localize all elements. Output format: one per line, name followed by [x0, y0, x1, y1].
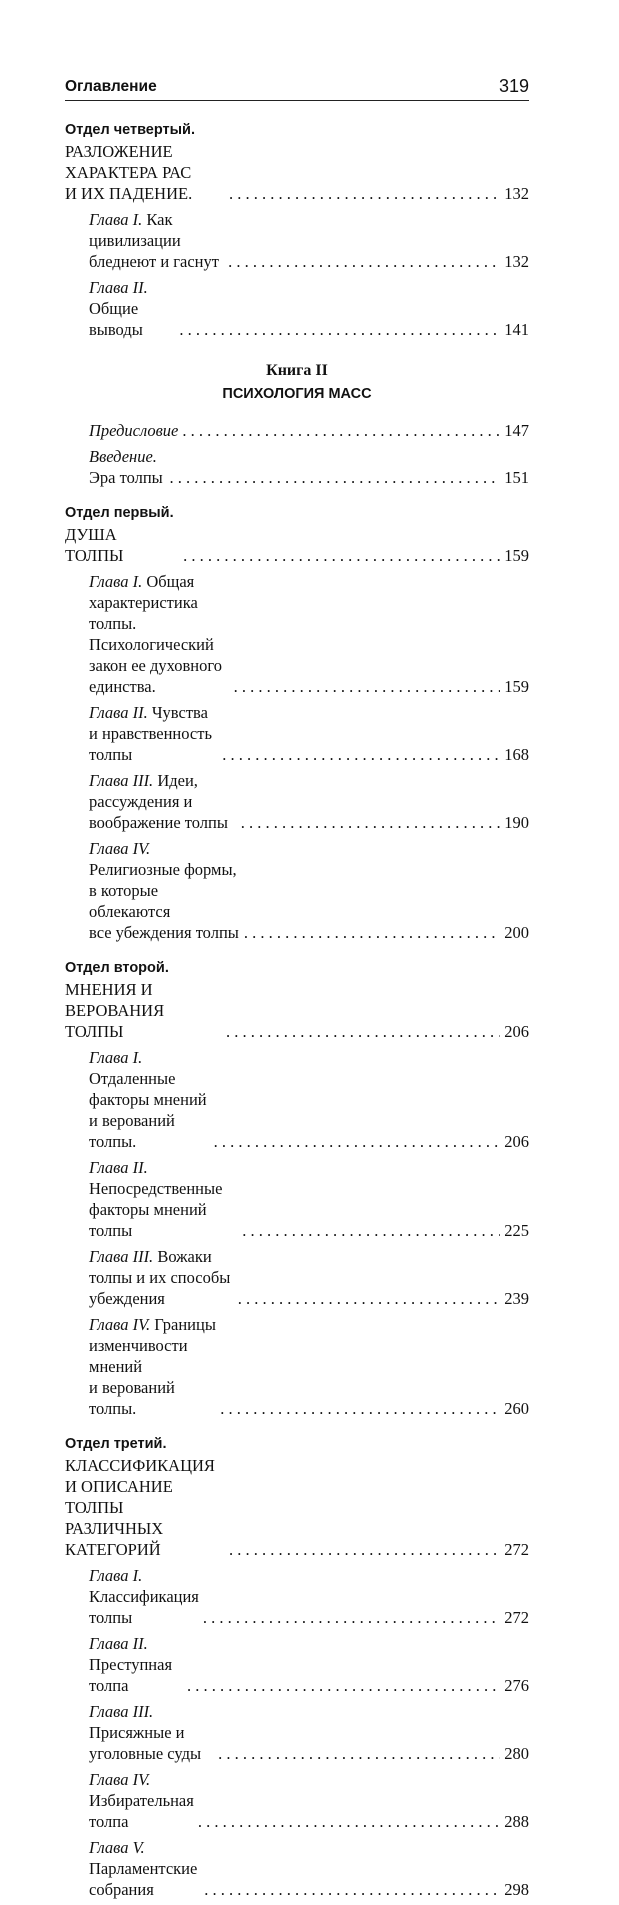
leader-dots	[238, 1288, 500, 1309]
chapter-label: Глава V.	[89, 1838, 145, 1857]
chapter-label: Глава I.	[89, 1048, 143, 1067]
book-heading	[65, 360, 529, 406]
toc-entry-chapter[interactable]	[65, 838, 529, 943]
page-ref: 159	[504, 677, 529, 696]
chapter-label: Глава II.	[89, 278, 148, 297]
leader-dots	[198, 1811, 500, 1832]
chapter-title: Идеи, рассуждения и воображение толпы	[89, 771, 228, 832]
book-name: Книга II	[266, 362, 328, 379]
section-label: Отдел третий.	[65, 1436, 167, 1452]
header-title: Оглавление	[65, 78, 157, 95]
leader-dots	[242, 1220, 500, 1241]
toc-section-intro	[65, 420, 529, 488]
table-of-contents	[65, 112, 529, 1905]
page-ref: 190	[504, 813, 529, 832]
chapter-title: Избирательная толпа	[89, 1791, 194, 1831]
leader-dots	[241, 812, 500, 833]
chapter-label: Введение.	[89, 447, 157, 466]
page-ref: 132	[504, 184, 529, 203]
toc-entry-chapter[interactable]	[65, 1246, 529, 1309]
page-ref: 206	[504, 1022, 529, 1041]
toc-entry-part1[interactable]	[65, 501, 529, 566]
toc-entry-chapter[interactable]	[65, 1633, 529, 1696]
toc-section-part3	[65, 1432, 529, 1900]
chapter-title: Классификация толпы	[89, 1587, 199, 1627]
page-ref: 280	[504, 1744, 529, 1763]
toc-section-part2	[65, 956, 529, 1419]
chapter-title-line1: Религиозные формы, в которые облекаются	[89, 860, 237, 921]
page-ref: 200	[504, 923, 529, 942]
page-ref: 141	[504, 320, 529, 339]
chapter-label: Глава I.	[89, 1566, 143, 1585]
page-ref: 132	[504, 252, 529, 271]
chapter-title: Эра толпы	[89, 468, 163, 487]
page-ref: 151	[504, 468, 529, 487]
chapter-title-line2: и верований толпы.	[89, 1111, 175, 1151]
book-title: ПСИХОЛОГИЯ МАСС	[222, 386, 372, 402]
page-ref: 225	[504, 1221, 529, 1240]
leader-dots	[234, 676, 501, 697]
toc-entry-chapter[interactable]	[65, 702, 529, 765]
chapter-label: Глава III.	[89, 1247, 154, 1266]
toc-entry-chapter[interactable]	[65, 1769, 529, 1832]
chapter-label: Глава II.	[89, 1158, 148, 1177]
chapter-label: Глава II.	[89, 1634, 148, 1653]
chapter-title-line2: и верований толпы.	[89, 1378, 175, 1418]
chapter-title-line2: все убеждения толпы	[89, 923, 239, 942]
chapter-title: Вожаки толпы и их способы убеждения	[89, 1247, 231, 1308]
toc-entry-introduction[interactable]	[65, 446, 529, 488]
page-ref: 206	[504, 1132, 529, 1151]
leader-dots	[244, 922, 500, 943]
page-ref: 272	[504, 1608, 529, 1627]
chapter-label: Предисловие	[89, 421, 179, 440]
toc-section-part1	[65, 501, 529, 943]
toc-entry-chapter[interactable]	[65, 1701, 529, 1764]
toc-entry-part4[interactable]	[65, 118, 529, 204]
toc-entry-chapter[interactable]	[65, 1565, 529, 1628]
page-ref: 288	[504, 1812, 529, 1831]
page-ref: 276	[504, 1676, 529, 1695]
page-number: 319	[498, 76, 529, 96]
running-header	[65, 72, 529, 101]
chapter-title: Чувства и нравственность толпы	[89, 703, 212, 764]
leader-dots	[228, 251, 500, 272]
section-label: Отдел второй.	[65, 960, 169, 976]
chapter-label: Глава II.	[89, 703, 148, 722]
section-title-line2: И ОПИСАНИЕ ТОЛПЫ РАЗЛИЧНЫХ КАТЕГОРИЙ	[65, 1477, 173, 1559]
leader-dots	[229, 183, 500, 204]
chapter-label: Глава IV.	[89, 1315, 151, 1334]
toc-section-part4	[65, 118, 529, 340]
leader-dots	[187, 1675, 500, 1696]
page-ref: 298	[504, 1880, 529, 1899]
chapter-label: Глава I.	[89, 210, 143, 229]
toc-entry-chapter[interactable]	[65, 209, 529, 272]
chapter-label: Глава IV.	[89, 1770, 151, 1789]
page-ref: 147	[504, 421, 529, 440]
chapter-title-line2: Психологический закон ее духовного единства.	[89, 635, 222, 696]
section-title-line1: РАЗЛОЖЕНИЕ ХАРАКТЕРА РАС	[65, 142, 192, 182]
leader-dots	[203, 1607, 500, 1628]
toc-entry-chapter[interactable]	[65, 1047, 529, 1152]
chapter-title-line1: Границы изменчивости мнений	[89, 1315, 216, 1376]
toc-entry-part3[interactable]	[65, 1432, 529, 1560]
page-ref: 272	[504, 1540, 529, 1559]
chapter-title-line1: Общая характеристика толпы.	[89, 572, 198, 633]
toc-entry-chapter[interactable]	[65, 1837, 529, 1900]
chapter-title: Общие выводы	[89, 299, 143, 339]
leader-dots	[204, 1879, 500, 1900]
toc-entry-part2[interactable]	[65, 956, 529, 1042]
chapter-title: Непосредственные факторы мнений толпы	[89, 1179, 223, 1240]
chapter-label: Глава I.	[89, 572, 143, 591]
chapter-label: Глава III.	[89, 771, 154, 790]
toc-entry-chapter[interactable]	[65, 277, 529, 340]
leader-dots	[169, 467, 500, 488]
leader-dots	[218, 1743, 500, 1764]
chapter-title-line1: Отдаленные факторы мнений	[89, 1069, 207, 1109]
section-title-line1: КЛАССИФИКАЦИЯ	[65, 1456, 215, 1475]
section-title: МНЕНИЯ И ВЕРОВАНИЯ ТОЛПЫ	[65, 980, 165, 1041]
section-title-line2: И ИХ ПАДЕНИЕ.	[65, 184, 193, 203]
page-ref: 159	[504, 546, 529, 565]
toc-entry-preface[interactable]	[65, 420, 529, 441]
toc-entry-chapter[interactable]	[65, 1314, 529, 1419]
chapter-title: Как цивилизации бледнеют и гаснут	[89, 210, 219, 271]
leader-dots	[222, 744, 500, 765]
chapter-title: Присяжные и уголовные суды	[89, 1723, 202, 1763]
leader-dots	[229, 1539, 500, 1560]
leader-dots	[183, 545, 500, 566]
section-label: Отдел первый.	[65, 505, 174, 521]
leader-dots	[220, 1398, 500, 1419]
page-ref: 168	[504, 745, 529, 764]
chapter-title: Преступная толпа	[89, 1655, 173, 1695]
section-title: ДУША ТОЛПЫ	[65, 525, 124, 565]
page-ref: 239	[504, 1289, 529, 1308]
chapter-label: Глава IV.	[89, 839, 151, 858]
leader-dots	[214, 1131, 501, 1152]
leader-dots	[179, 319, 500, 340]
toc-entry-chapter[interactable]	[65, 770, 529, 833]
toc-entry-chapter[interactable]	[65, 571, 529, 697]
chapter-title: Парламентские собрания	[89, 1859, 198, 1899]
leader-dots	[182, 420, 500, 441]
toc-entry-chapter[interactable]	[65, 1157, 529, 1241]
page-ref: 260	[504, 1399, 529, 1418]
chapter-label: Глава III.	[89, 1702, 154, 1721]
section-label: Отдел четвертый.	[65, 122, 195, 138]
leader-dots	[226, 1021, 500, 1042]
